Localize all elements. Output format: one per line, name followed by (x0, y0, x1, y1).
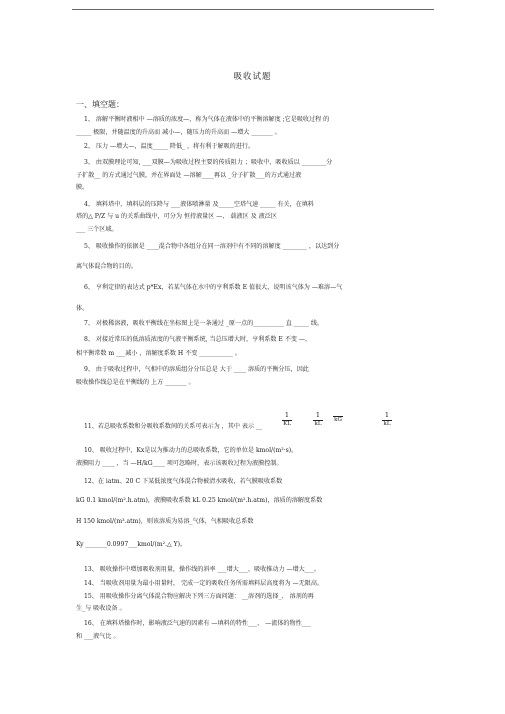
formula-fraction: 1 KL (283, 411, 291, 427)
text-line: 14、 当吸收剂用量为最小用量时， 完成一定的吸收任务所需填料层高度将为 —无限高。 (84, 580, 324, 587)
text-line: 子扩散__ 的方式通过气膜，并在界面处 —溶解____再以 _分子扩散___的方式通过液 (76, 172, 302, 179)
formula-fraction: 1 kL (314, 411, 322, 427)
text-line: 2、 压力 —增大—，温度_____ 降低_ ，将有利于解吸的进行。 (84, 143, 255, 150)
text-line: H 150 kmol/(m³.atm)，则该溶质为易溶_气体，气相吸收总系数 (76, 518, 254, 525)
header-rule (72, 9, 434, 10)
text-line: 液膜阻力 ____ ，当 —H/kG____ 项可忽略时，表示该吸收过程为液膜控制。 (76, 460, 283, 467)
formula-fraction: 1 kL (383, 411, 391, 427)
text-line: 7、 对极稀溶液，吸收平衡线在坐标图上是一条通过 _原一点的__________ 直 _____ 线。 (84, 320, 324, 327)
text-line: 6、 亨利定律的表达式 p*Ex，若某气体在水中的亨利系数 E 值很大，说明该气体为 —难溶—气 (84, 284, 343, 291)
text-line: Ky _______0.0997___kmol/(m².△ Y)。 (76, 541, 187, 548)
formula-fraction: kG (334, 417, 342, 423)
text-line: 8、 对接近常压的低溶质浓度的气液平衡系统, 当总压增大时，亨利系数 E 不变 —， (84, 336, 312, 343)
text-line: 11、若总吸收系数和分吸收系数间的关系可表示为 ，其中 表示 __ (84, 423, 263, 430)
text-line: _____ 极限，并随温度的升高而 减小—，随压力的升高而 —增大 _______ 。 (76, 129, 281, 136)
text-line: 5、 吸收操作的依据是 ____混合物中各组分在同一溶剂中有不同的溶解度 ________ ，以达到分 (84, 243, 340, 250)
text-line: 3、 由双膜理论可知, ___双膜—为吸收过程主要的传质阻力 ；吸收中，吸收质以 ________分 (84, 159, 333, 166)
text-line: 离气体混合物的目的。 (76, 263, 137, 270)
text-line: 塔的△ P/Z 与 u 的关系曲线中，可分为 恒持液量区 —、 载液区 及 液泛区 (76, 213, 277, 220)
text-line: 吸收操作线总是在平衡线的 上方 _______ 。 (76, 379, 195, 386)
text-line: 16、 在填料塔操作时，影响液泛气速的因素有 —填料的特性___、 —流体的物性___ (84, 620, 311, 627)
text-line: ___ 三个区域。 (76, 226, 118, 233)
page-title: 吸收试题 (233, 72, 272, 82)
text-line: 膜。 (76, 184, 89, 191)
section-heading: 一、填空题： (76, 100, 124, 109)
text-line: 13、 吸收操作中增加吸收剂用量，操作线的斜率 ___增大___，吸收推动力 —增大___。 (84, 566, 320, 573)
text-line: 15、 用吸收操作分离气体混合物应解决下列三方面问题： __溶剂的选择_、 溶剂的再 (84, 593, 314, 600)
text-line: 4、 填料塔中，填料层的压降与 ___液体喷淋量 及_____空塔气速 _____ 有关，在填料 (84, 201, 314, 208)
text-line: 10、 吸收过程中，Kx是以为推动力的总吸收系数，它的单位是 kmol/(m²·s)。 (84, 447, 298, 454)
text-line: kG 0.1 kmol/(m².h.atm)，液膜吸收系数 kL 0.25 kmol/(m².h.atm)，溶质的溶解度系数 (76, 497, 323, 504)
text-line: 9、 由于吸收过程中，气相中的溶质组分分压总是 大于 ____ 溶质的平衡分压，因此 (84, 366, 309, 373)
text-line: 相平衡常数 m ___减小 ，溶解度系数 H 不变 ___________ 。 (76, 350, 241, 357)
text-line: 1、 溶解平衡时液相中 —溶质的浓度—，称为气体在液体中的平衡溶解度 ;它是吸收过程 的 (84, 116, 330, 123)
text-line: 体。 (76, 305, 89, 312)
text-line: 和 ___液气比 。 (76, 633, 120, 640)
text-line: 生_与 吸收设备 。 (76, 605, 126, 612)
text-line: 12、在 iatm、20 C 下某低浓度气体混合物被清水吸收，若气膜吸收系数 (84, 478, 283, 485)
